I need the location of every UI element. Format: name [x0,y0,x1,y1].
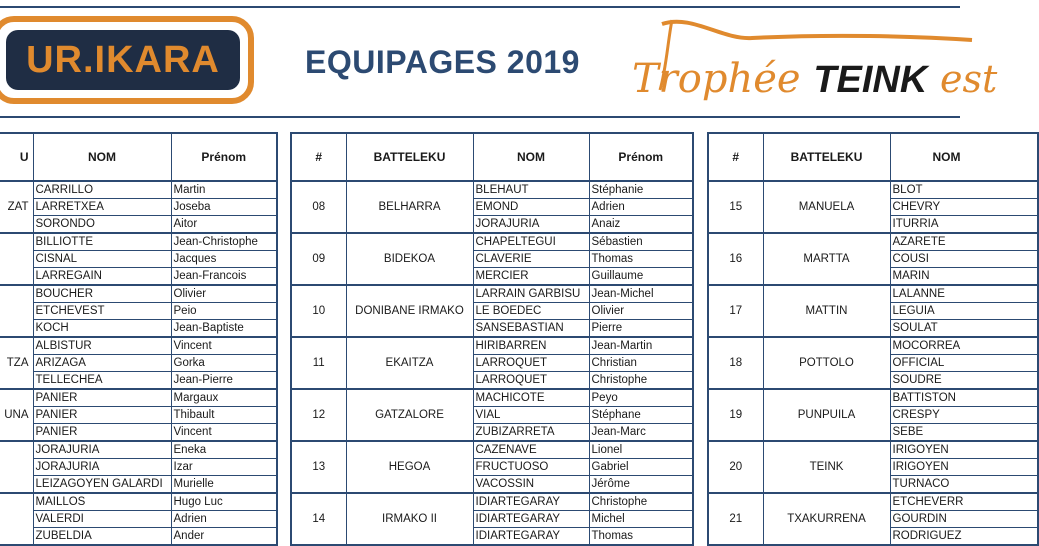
table-row [0,407,277,424]
crew-nom: CHEVRY [890,199,1038,216]
team-number: 21 [708,493,763,545]
table-row [708,181,1038,199]
crew-prenom: Peio [171,303,277,320]
boat-name: ZAT [0,181,33,233]
crew-prenom: Michel [589,511,693,528]
crew-prenom: Jacques [171,251,277,268]
boat-name: MATTIN [763,285,890,337]
crew-nom: IRIGOYEN [890,459,1038,476]
col-header-nom: NOM [33,133,171,181]
crew-nom: LARROQUET [473,372,589,390]
col-header-batteleku: U [0,133,33,181]
crew-prenom: Ander [171,528,277,546]
crew-nom: ARIZAGA [33,355,171,372]
crew-prenom: Jean-Christophe [171,233,277,251]
crew-prenom: Guillaume [589,268,693,286]
boat-name: TZA [0,337,33,389]
trophy-prefix: Trophée [632,56,801,102]
table-row [0,233,277,251]
team-number: 20 [708,441,763,493]
table-row [0,355,277,372]
crew-nom: PANIER [33,407,171,424]
trophy-suffix: est [940,57,998,101]
crew-prenom: Aitor [171,216,277,234]
crew-nom: BOUCHER [33,285,171,303]
crew-nom: PANIER [33,424,171,442]
crew-prenom: Anaiz [589,216,693,234]
crew-nom: LALANNE [890,285,1038,303]
crew-nom: BILLIOTTE [33,233,171,251]
table-row [0,511,277,528]
crew-nom: JORAJURIA [33,441,171,459]
table-row [0,389,277,407]
crew-nom: IDIARTEGARAY [473,493,589,511]
boat-name: HEGOA [346,441,473,493]
team-number: 14 [291,493,346,545]
table-row [0,493,277,511]
crew-nom: LARROQUET [473,355,589,372]
urikara-logo [0,16,254,104]
crew-nom: SOULAT [890,320,1038,338]
crew-nom: MARIN [890,268,1038,286]
crew-prenom: Hugo Luc [171,493,277,511]
crew-nom: ETCHEVERR [890,493,1038,511]
crew-table-middle [290,132,694,546]
crew-nom: LARRETXEA [33,199,171,216]
table-row [0,303,277,320]
crew-prenom: Sébastien [589,233,693,251]
crew-prenom: Christophe [589,493,693,511]
table-row [0,372,277,390]
table-row [0,441,277,459]
crew-nom: GOURDIN [890,511,1038,528]
crew-prenom: Jean-Marc [589,424,693,442]
team-number: 16 [708,233,763,285]
crew-prenom: Jean-Pierre [171,372,277,390]
team-number: 12 [291,389,346,441]
crew-nom: JORAJURIA [33,459,171,476]
boat-name [0,441,33,493]
crew-prenom: Martin [171,181,277,199]
table-row [0,199,277,216]
crew-nom: TURNACO [890,476,1038,494]
crew-nom: COUSI [890,251,1038,268]
crew-nom: BATTISTON [890,389,1038,407]
table-row [708,337,1038,355]
table-row [291,285,693,303]
crew-nom: IDIARTEGARAY [473,528,589,546]
boat-name: UNA [0,389,33,441]
col-header-num: # [291,133,346,181]
crew-prenom: Jean-Baptiste [171,320,277,338]
crew-nom: ITURRIA [890,216,1038,234]
col-header-num: # [708,133,763,181]
crew-prenom: Vincent [171,424,277,442]
crew-nom: EMOND [473,199,589,216]
crew-nom: HIRIBARREN [473,337,589,355]
crew-nom: CARRILLO [33,181,171,199]
crew-nom: OFFICIAL [890,355,1038,372]
crew-prenom: Peyo [589,389,693,407]
col-header-nom: NOM [473,133,589,181]
crew-nom: TELLECHEA [33,372,171,390]
crew-nom: AZARETE [890,233,1038,251]
boat-name: DONIBANE IRMAKO [346,285,473,337]
table-row [708,285,1038,303]
crew-prenom: Gorka [171,355,277,372]
team-number: 18 [708,337,763,389]
crew-nom: LE BOEDEC [473,303,589,320]
boat-name: PUNPUILA [763,389,890,441]
crew-prenom: Stéphanie [589,181,693,199]
boat-name [0,285,33,337]
team-number: 17 [708,285,763,337]
crew-table-right [707,132,1039,546]
col-header-prenom: Prénom [171,133,277,181]
table-row [708,389,1038,407]
header-top-rule [0,6,960,8]
boat-name: IRMAKO II [346,493,473,545]
table-header-row [708,133,1038,181]
crew-nom: CHAPELTEGUI [473,233,589,251]
crew-nom: IDIARTEGARAY [473,511,589,528]
boat-name: BIDEKOA [346,233,473,285]
table-row [291,233,693,251]
crew-nom: ALBISTUR [33,337,171,355]
table-row [708,441,1038,459]
table-row [708,233,1038,251]
col-header-batteleku: BATTELEKU [346,133,473,181]
crew-nom: CAZENAVE [473,441,589,459]
crew-nom: IRIGOYEN [890,441,1038,459]
crew-prenom: Adrien [589,199,693,216]
crew-nom: BLOT [890,181,1038,199]
crew-prenom: Jean-Martin [589,337,693,355]
crew-prenom: Adrien [171,511,277,528]
table-row [708,493,1038,511]
boat-name [0,233,33,285]
crew-nom: SOUDRE [890,372,1038,390]
crew-nom: MACHICOTE [473,389,589,407]
crew-prenom: Margaux [171,389,277,407]
logo-text: UR.IKARA [6,30,240,90]
crew-nom: LEGUIA [890,303,1038,320]
crew-prenom: Christian [589,355,693,372]
crew-prenom: Olivier [589,303,693,320]
crew-prenom: Joseba [171,199,277,216]
crew-nom: MERCIER [473,268,589,286]
crew-nom: LEIZAGOYEN GALARDI [33,476,171,494]
table-row [0,216,277,234]
crew-prenom: Jean-Francois [171,268,277,286]
crew-nom: SEBE [890,424,1038,442]
trophy-wordmark [632,56,997,102]
crew-prenom: Murielle [171,476,277,494]
crew-prenom: Thomas [589,251,693,268]
crew-prenom: Gabriel [589,459,693,476]
crew-nom: VALERDI [33,511,171,528]
crew-prenom: Jean-Michel [589,285,693,303]
crew-prenom: Eneka [171,441,277,459]
crew-prenom: Pierre [589,320,693,338]
team-number: 10 [291,285,346,337]
boat-name [0,493,33,545]
team-number: 13 [291,441,346,493]
col-header-batteleku: BATTELEKU [763,133,890,181]
crew-nom: KOCH [33,320,171,338]
crew-nom: BLEHAUT [473,181,589,199]
boat-name: MANUELA [763,181,890,233]
crew-nom: VIAL [473,407,589,424]
crew-nom: SANSEBASTIAN [473,320,589,338]
crew-prenom: Vincent [171,337,277,355]
crew-nom: VACOSSIN [473,476,589,494]
table-row [0,459,277,476]
crew-prenom: Thomas [589,528,693,546]
crew-nom: SORONDO [33,216,171,234]
table-row [0,337,277,355]
table-row [0,320,277,338]
crew-prenom: Jérôme [589,476,693,494]
team-number: 15 [708,181,763,233]
crew-prenom: Olivier [171,285,277,303]
boat-name: TEINK [763,441,890,493]
table-header-row [0,133,277,181]
crew-nom: FRUCTUOSO [473,459,589,476]
page-title: EQUIPAGES 2019 [305,44,580,80]
header-bottom-rule [0,116,960,118]
col-header-nom: NOM [890,133,1038,181]
crew-table-left [0,132,278,546]
table-row [0,528,277,546]
table-row [0,268,277,286]
page-header [0,0,998,120]
team-number: 11 [291,337,346,389]
crew-prenom: Christophe [589,372,693,390]
crew-nom: LARRAIN GARBISU [473,285,589,303]
team-number: 08 [291,181,346,233]
table-row [291,337,693,355]
table-row [291,493,693,511]
table-header-row [291,133,693,181]
crew-nom: MOCORREA [890,337,1038,355]
table-row [291,181,693,199]
crew-nom: ZUBELDIA [33,528,171,546]
table-row [0,476,277,494]
crew-prenom: Stéphane [589,407,693,424]
crew-nom: ZUBIZARRETA [473,424,589,442]
crew-nom: RODRIGUEZ [890,528,1038,546]
table-row [0,424,277,442]
crew-nom: JORAJURIA [473,216,589,234]
table-row [291,389,693,407]
table-row [0,181,277,199]
crew-nom: ETCHEVEST [33,303,171,320]
crew-nom: LARREGAIN [33,268,171,286]
crew-nom: CLAVERIE [473,251,589,268]
team-number: 09 [291,233,346,285]
table-row [0,251,277,268]
boat-name: GATZALORE [346,389,473,441]
crew-nom: CISNAL [33,251,171,268]
crew-prenom: Lionel [589,441,693,459]
crew-nom: CRESPY [890,407,1038,424]
crew-prenom: Thibault [171,407,277,424]
trophee-teink-logo [632,10,998,110]
crew-prenom: Izar [171,459,277,476]
crew-nom: PANIER [33,389,171,407]
boat-name: EKAITZA [346,337,473,389]
boat-name: POTTOLO [763,337,890,389]
boat-name: MARTTA [763,233,890,285]
trophy-brand: TEINK [813,59,928,101]
boat-name: BELHARRA [346,181,473,233]
team-number: 19 [708,389,763,441]
table-row [291,441,693,459]
boat-name: TXAKURRENA [763,493,890,545]
table-row [0,285,277,303]
crew-nom: MAILLOS [33,493,171,511]
col-header-prenom: Prénom [589,133,693,181]
